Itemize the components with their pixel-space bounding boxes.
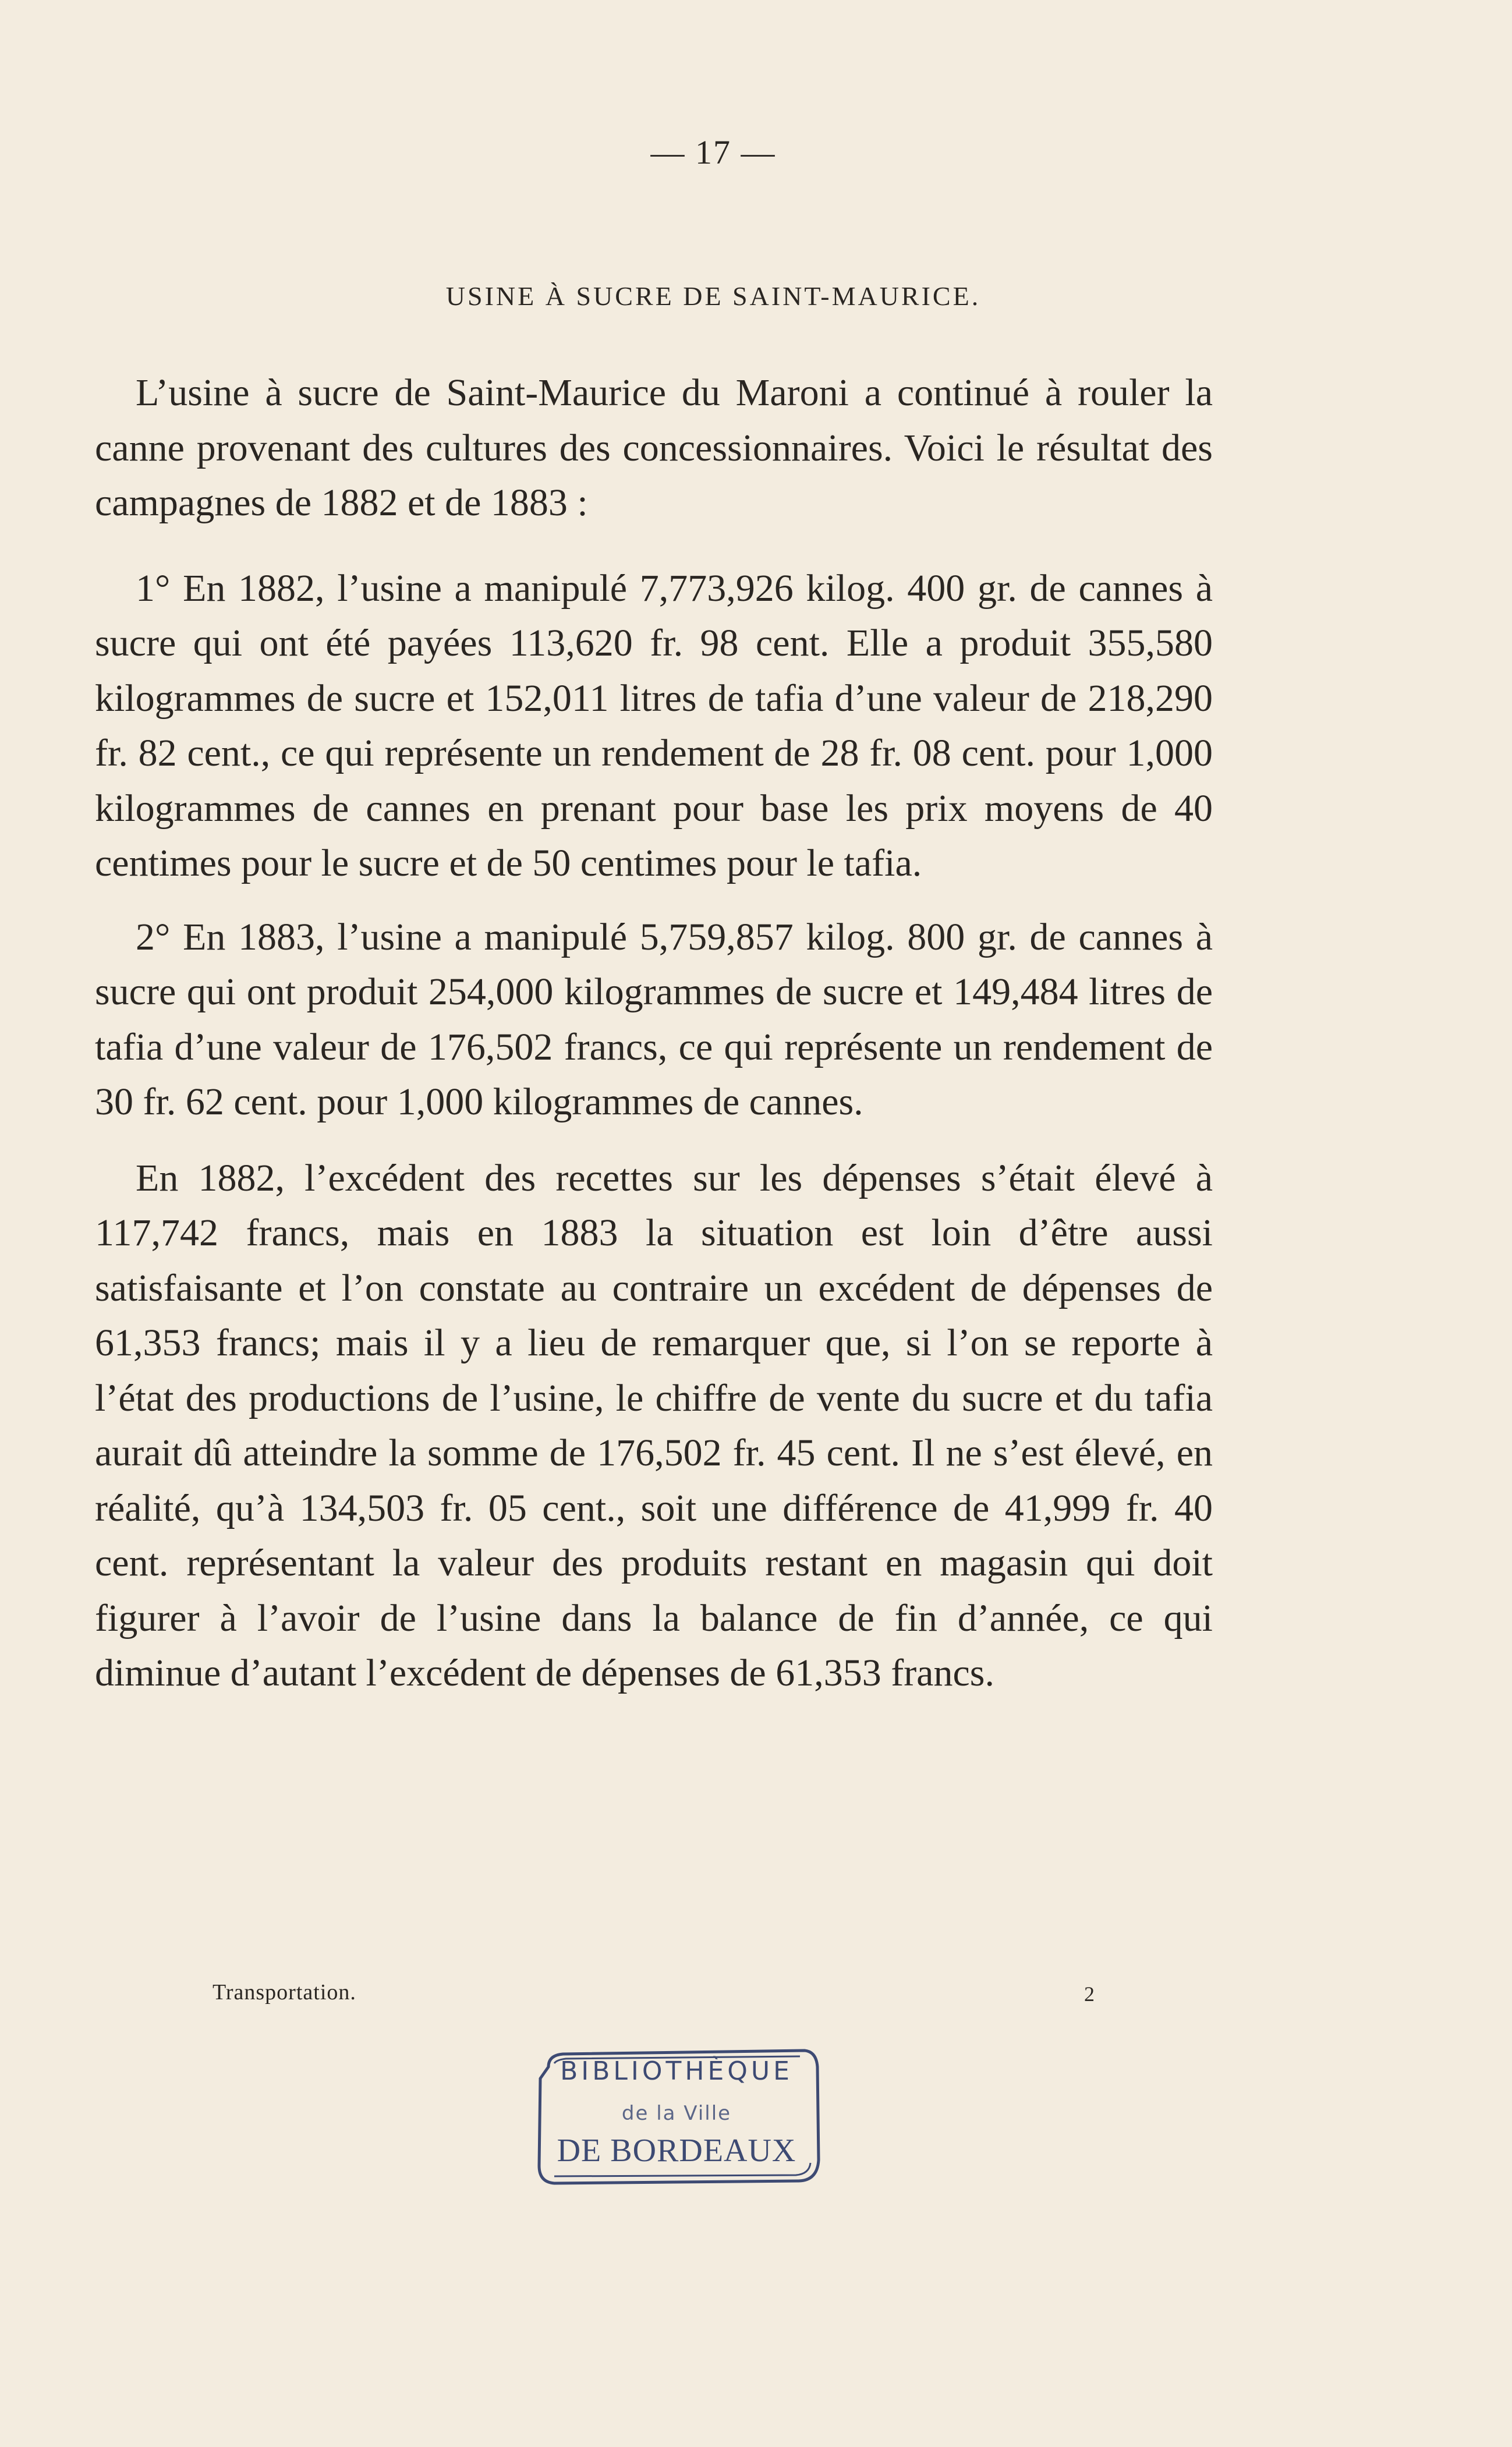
paragraph-intro: L’usine à sucre de Saint-Maurice du Maroni a continué à rouler la canne provenant des cultures des concessionnaires. Voici le résultat des campagnes de 1882 et de 1883 : bbox=[95, 371, 1213, 524]
section-title: USINE À SUCRE DE SAINT-MAURICE. bbox=[445, 281, 981, 311]
stamp-text-de-la-ville: de la Ville bbox=[621, 2102, 732, 2125]
paragraph-balance: En 1882, l’excédent des recettes sur les dépenses s’était élevé à 117,742 francs, mais en 1883 la situation est loin d’être aussi satisfaisante et l’on constate au contraire un excédent de dépenses de 61,353 francs; mais il y a lieu de remarquer que, si l’on se reporte à l’état des productions de l’usine, le chiffre de vente du sucre et du tafia aurait dû atteindre la somme de 176,502 fr. 45 cent. Il ne s’est élevé, en réalité, qu’à 134,503 fr. 05 cent., soit une différence de 41,999 fr. 40 cent. représentant la valeur des produits restant en magasin qui doit figurer à l’avoir de l’usine dans la balance de fin d’année, ce qui diminue d’autant l’excédent de dépenses de 61,353 francs. bbox=[95, 1156, 1213, 1694]
stamp-text-de-bordeaux: DE BORDEAUX bbox=[557, 2133, 796, 2169]
footer-sheet-number: 2 bbox=[1084, 1982, 1095, 2006]
paragraph-1883: 2° En 1883, l’usine a manipulé 5,759,857 kilog. 800 gr. de cannes à sucre qui ont produit 254,000 kilogrammes de sucre et 149,484 litres de tafia d’une valeur de 176,502 francs, ce qui représente un rendement de 30 fr. 62 cent. pour 1,000 kilogrammes de cannes. bbox=[95, 915, 1213, 1123]
stamp-text-bibliotheque: BIBLIOTHÈQUE bbox=[560, 2056, 793, 2086]
paragraph-1882: 1° En 1882, l’usine a manipulé 7,773,926 kilog. 400 gr. de cannes à sucre qui ont été payées 113,620 fr. 98 cent. Elle a produit 355,580 kilogrammes de sucre et 152,011 litres de tafia d’une valeur de 218,290 fr. 82 cent., ce qui représente un rendement de 28 fr. 08 cent. pour 1,000 kilogrammes de cannes en prenant pour base les prix moyens de 40 centimes pour le sucre et de 50 centimes pour le tafia. bbox=[95, 566, 1213, 884]
page-number: — 17 — bbox=[650, 133, 776, 171]
body-text bbox=[95, 366, 1213, 1701]
library-stamp bbox=[531, 2044, 822, 2189]
footer-signature: Transportation. bbox=[213, 1980, 356, 2005]
